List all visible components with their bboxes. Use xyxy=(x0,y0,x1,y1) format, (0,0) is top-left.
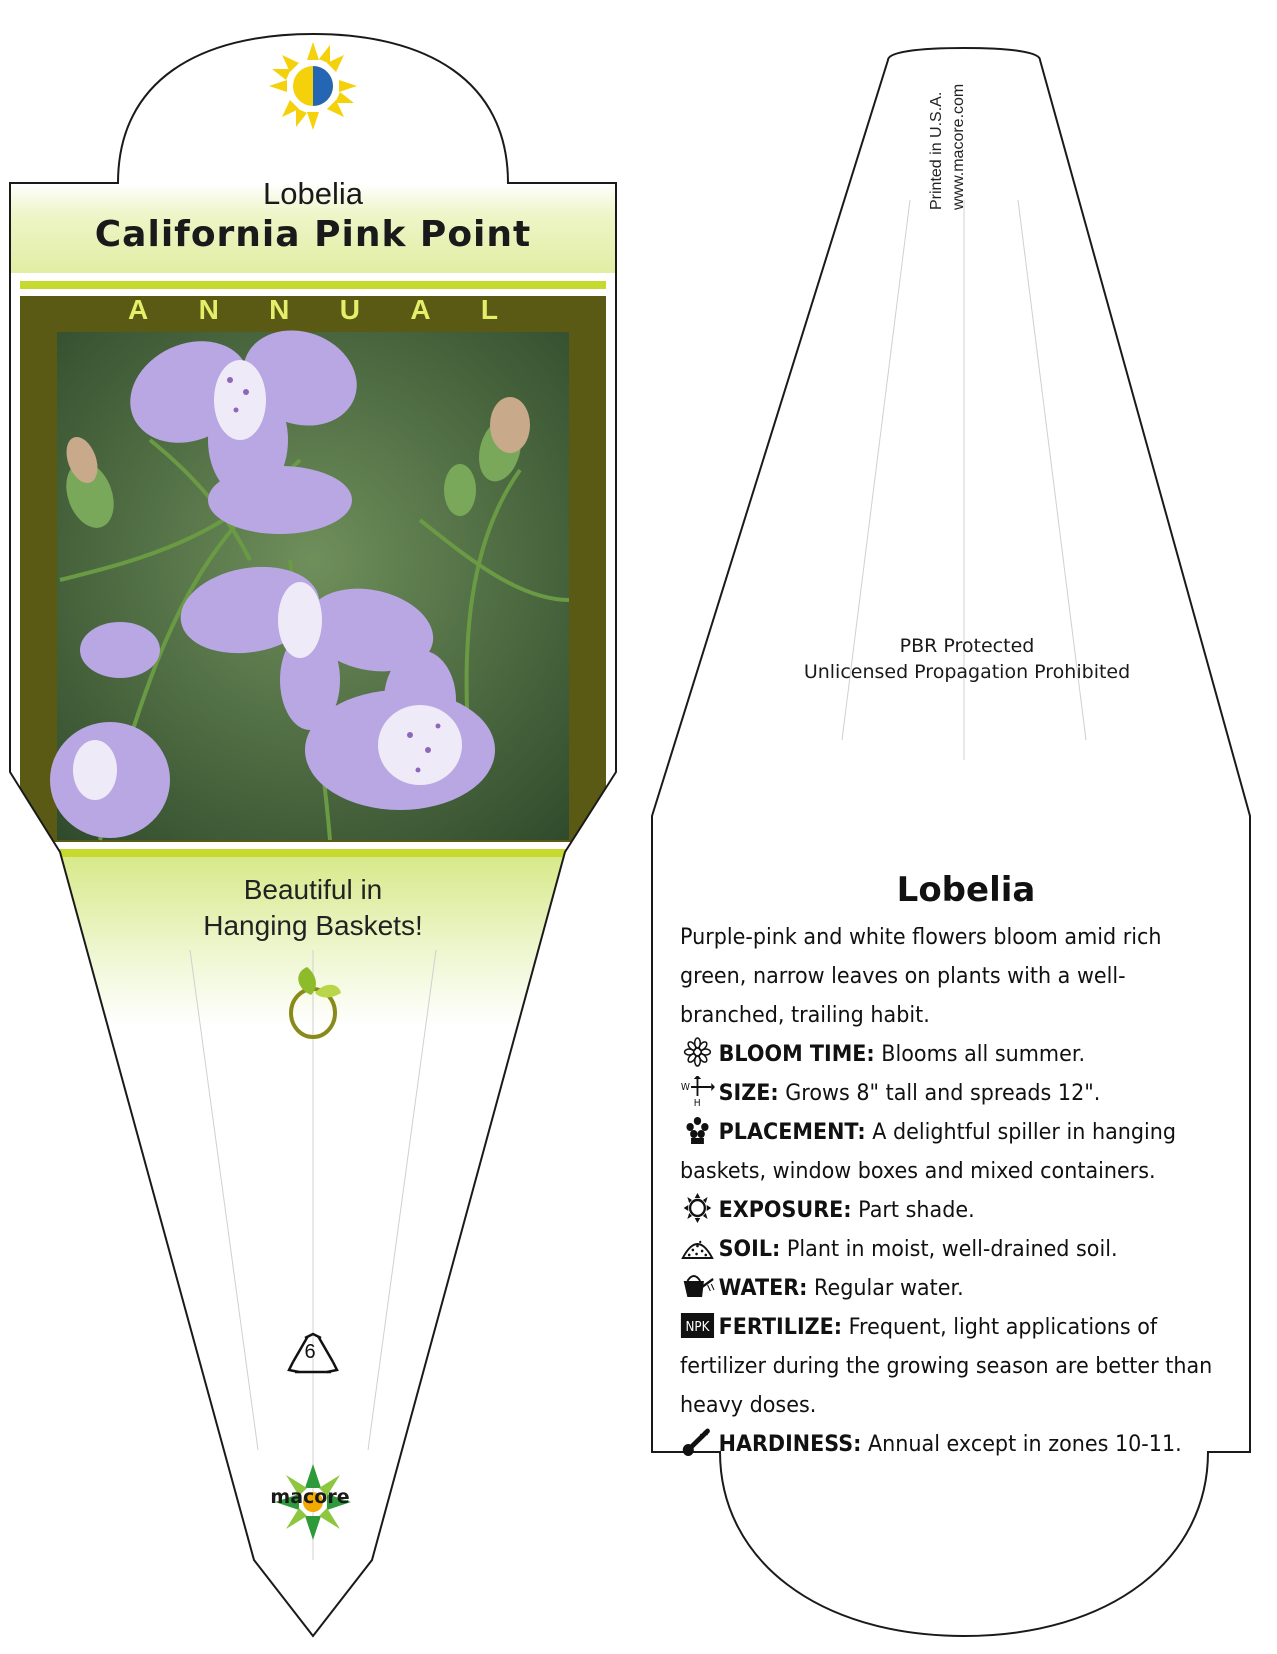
category-letter: N xyxy=(269,294,290,325)
thermometer-icon xyxy=(680,1427,715,1457)
care-label: SIZE: xyxy=(718,1080,779,1106)
tagline xyxy=(0,872,626,944)
sun-shade-icon xyxy=(269,42,357,130)
npk-icon-text: NPK xyxy=(685,1318,710,1335)
tagline-line: Beautiful in xyxy=(243,874,383,905)
printed-line: Printed in U.S.A. xyxy=(928,91,945,210)
category-letter: N xyxy=(198,294,219,325)
care-value: Part shade. xyxy=(851,1197,975,1223)
care-label: HARDINESS: xyxy=(718,1431,862,1457)
care-text xyxy=(680,918,1214,1464)
tagline-line: Hanging Baskets! xyxy=(203,910,423,941)
care-row-size xyxy=(680,1074,1214,1113)
website-line: www.macore.com xyxy=(950,83,967,210)
care-label: SOIL: xyxy=(718,1236,781,1262)
recycle-number: 6 xyxy=(304,1341,316,1363)
care-label: FERTILIZE: xyxy=(718,1314,843,1340)
care-value: Regular water. xyxy=(807,1275,964,1301)
care-row-placement xyxy=(680,1113,1214,1191)
size-icon-h: H xyxy=(693,1097,701,1106)
npk-icon xyxy=(680,1310,715,1340)
care-label: PLACEMENT: xyxy=(718,1119,866,1145)
care-row-exposure xyxy=(680,1191,1214,1230)
care-label: BLOOM TIME: xyxy=(718,1041,875,1067)
care-value: A delightful spiller in hanging baskets, window boxes and mixed containers. xyxy=(680,1119,1177,1184)
category-letter: A xyxy=(410,294,431,325)
back-title: Lobelia xyxy=(896,870,1036,910)
care-value: Grows 8" tall and spreads 12". xyxy=(778,1080,1101,1106)
watering-can-icon xyxy=(680,1271,715,1301)
plant-photo xyxy=(50,315,569,840)
category-letter: L xyxy=(480,294,498,325)
pbr-line: PBR Protected xyxy=(899,635,1035,657)
care-label: EXPOSURE: xyxy=(718,1197,852,1223)
care-row-fertilize xyxy=(680,1308,1214,1425)
soil-icon xyxy=(680,1232,715,1262)
care-label: WATER: xyxy=(718,1275,808,1301)
category-letter: A xyxy=(128,294,149,325)
care-row-hardiness xyxy=(680,1425,1214,1464)
care-row-bloom xyxy=(680,1035,1214,1074)
care-row-soil xyxy=(680,1230,1214,1269)
brand-name: macore xyxy=(270,1486,350,1508)
plant-genus: Lobelia xyxy=(263,176,363,211)
plant-variety: California Pink Point xyxy=(94,214,532,255)
placement-icon xyxy=(680,1115,715,1145)
description: Purple-pink and white flowers bloom amid rich green, narrow leaves on plants with a well-branched, trailing habit. xyxy=(680,924,1162,1028)
printed-in-usa xyxy=(928,50,988,210)
pbr-line: Unlicensed Propagation Prohibited xyxy=(803,661,1131,683)
care-row-water xyxy=(680,1269,1214,1308)
category-label xyxy=(128,294,498,326)
size-icon-w: W xyxy=(680,1081,691,1094)
sun-icon xyxy=(680,1193,715,1223)
size-icon xyxy=(680,1076,715,1106)
care-value: Annual except in zones 10-11. xyxy=(861,1431,1182,1457)
care-value: Plant in moist, well-drained soil. xyxy=(780,1236,1118,1262)
care-value: Blooms all summer. xyxy=(874,1041,1086,1067)
flower-icon xyxy=(680,1037,715,1067)
care-value: Frequent, light applications of fertilizer during the growing season are better than heavy doses. xyxy=(680,1314,1213,1418)
category-letter: U xyxy=(339,294,360,325)
pbr-notice xyxy=(760,633,1174,685)
